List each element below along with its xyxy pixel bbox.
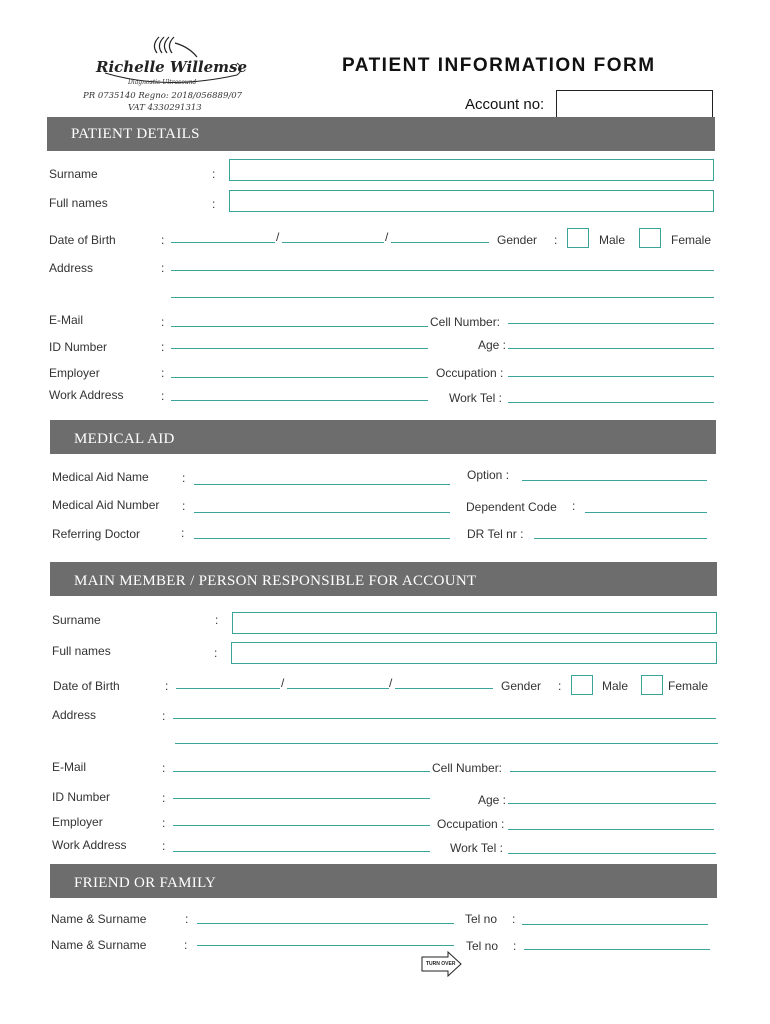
- patient-email-line[interactable]: [171, 326, 428, 327]
- friend-1-tel-label: Tel no: [465, 912, 498, 926]
- turn-over-label: TURN OVER: [426, 961, 456, 967]
- colon: :: [161, 366, 165, 380]
- member-dob-year-line[interactable]: [395, 688, 493, 689]
- colon: :: [161, 233, 165, 247]
- member-id-line[interactable]: [173, 798, 430, 799]
- patient-address-line-2[interactable]: [171, 297, 714, 298]
- colon: :: [554, 233, 558, 247]
- colon: :: [162, 761, 166, 775]
- date-slash: /: [276, 230, 280, 244]
- dependent-code-line[interactable]: [585, 512, 707, 513]
- dr-tel-line[interactable]: [534, 538, 707, 539]
- colon: :: [161, 340, 165, 354]
- date-slash: /: [389, 676, 393, 690]
- member-work-address-line[interactable]: [173, 851, 430, 852]
- patient-full-names-field[interactable]: [229, 190, 714, 212]
- medical-aid-number-line[interactable]: [194, 512, 450, 513]
- member-gender-label: Gender: [501, 679, 542, 693]
- colon: :: [162, 839, 166, 853]
- patient-dob-month-line[interactable]: [282, 242, 384, 243]
- patient-age-line[interactable]: [508, 348, 714, 349]
- member-surname-label: Surname: [52, 613, 101, 627]
- patient-work-tel-label: Work Tel :: [449, 391, 502, 405]
- vat-number: VAT 4330291313: [128, 103, 202, 113]
- colon: :: [161, 315, 165, 329]
- patient-id-line[interactable]: [171, 348, 428, 349]
- member-work-tel-label: Work Tel :: [450, 841, 503, 855]
- colon: :: [212, 197, 216, 211]
- section-patient-details: PATIENT DETAILS: [47, 117, 715, 151]
- friend-1-name-label: Name & Surname: [51, 912, 147, 926]
- member-dob-label: Date of Birth: [53, 679, 120, 693]
- member-dob-day-line[interactable]: [176, 688, 280, 689]
- patient-dob-label: Date of Birth: [49, 233, 116, 247]
- member-cell-line[interactable]: [510, 771, 716, 772]
- section-medical-aid: MEDICAL AID: [50, 420, 716, 454]
- colon: :: [182, 499, 186, 513]
- patient-surname-field[interactable]: [229, 159, 714, 181]
- colon: :: [214, 646, 218, 660]
- section-main-member: MAIN MEMBER / PERSON RESPONSIBLE FOR ACCOUNT: [50, 562, 717, 596]
- colon: :: [215, 613, 219, 627]
- patient-female-checkbox[interactable]: [639, 228, 661, 248]
- member-dob-month-line[interactable]: [287, 688, 389, 689]
- member-work-address-label: Work Address: [52, 838, 127, 852]
- member-surname-field[interactable]: [232, 612, 717, 634]
- friend-2-name-line[interactable]: [197, 945, 454, 946]
- medical-aid-name-label: Medical Aid Name: [52, 470, 149, 484]
- colon: :: [161, 389, 165, 403]
- colon: :: [182, 471, 186, 485]
- member-full-names-field[interactable]: [231, 642, 717, 664]
- colon: :: [558, 679, 562, 693]
- patient-male-label: Male: [599, 233, 626, 247]
- member-cell-label: Cell Number:: [432, 761, 503, 775]
- logo-tagline: Diagnostic Ultrasound: [128, 79, 197, 86]
- member-address-line-2[interactable]: [175, 743, 718, 744]
- friend-2-tel-line[interactable]: [524, 949, 710, 950]
- colon: :: [181, 526, 185, 540]
- account-label: Account no:: [465, 96, 545, 113]
- member-female-checkbox[interactable]: [641, 675, 663, 695]
- member-id-label: ID Number: [52, 790, 111, 804]
- patient-work-tel-line[interactable]: [508, 402, 714, 403]
- colon: :: [162, 816, 166, 830]
- colon: :: [162, 709, 166, 723]
- option-line[interactable]: [522, 480, 707, 481]
- member-female-label: Female: [668, 679, 709, 693]
- account-number-field[interactable]: [556, 90, 713, 118]
- section-friend-family: FRIEND OR FAMILY: [50, 864, 717, 898]
- member-employer-label: Employer: [52, 815, 103, 829]
- patient-address-label: Address: [49, 261, 94, 275]
- member-age-label: Age :: [478, 793, 507, 807]
- patient-surname-label: Surname: [49, 167, 98, 181]
- registration-number: PR 0735140 Regno: 2018/056889/07: [83, 91, 243, 101]
- patient-gender-label: Gender: [497, 233, 538, 247]
- patient-cell-line[interactable]: [508, 323, 714, 324]
- medical-aid-name-line[interactable]: [194, 484, 450, 485]
- colon: :: [572, 499, 576, 513]
- colon: :: [212, 167, 216, 181]
- patient-dob-day-line[interactable]: [171, 242, 275, 243]
- patient-employer-line[interactable]: [171, 377, 428, 378]
- friend-2-name-label: Name & Surname: [51, 938, 147, 952]
- colon: :: [184, 938, 188, 952]
- patient-female-label: Female: [671, 233, 712, 247]
- patient-occupation-line[interactable]: [508, 376, 714, 377]
- referring-doctor-label: Referring Doctor: [52, 527, 141, 541]
- member-email-label: E-Mail: [52, 760, 87, 774]
- date-slash: /: [385, 230, 389, 244]
- logo-name: Richelle Willemse: [96, 58, 247, 76]
- member-occupation-line[interactable]: [508, 829, 714, 830]
- patient-employer-label: Employer: [49, 366, 100, 380]
- member-email-line[interactable]: [173, 771, 430, 772]
- member-address-line-1[interactable]: [173, 718, 716, 719]
- colon: :: [162, 791, 166, 805]
- form-title: PATIENT INFORMATION FORM: [342, 55, 656, 76]
- friend-2-tel-label: Tel no: [466, 939, 499, 953]
- patient-work-address-label: Work Address: [49, 388, 124, 402]
- member-male-checkbox[interactable]: [571, 675, 593, 695]
- member-address-label: Address: [52, 708, 97, 722]
- patient-work-address-line[interactable]: [171, 400, 428, 401]
- member-full-names-label: Full names: [52, 644, 111, 658]
- patient-occupation-label: Occupation :: [436, 366, 504, 380]
- referring-doctor-line[interactable]: [194, 538, 450, 539]
- medical-aid-number-label: Medical Aid Number: [52, 498, 160, 512]
- patient-male-checkbox[interactable]: [567, 228, 589, 248]
- patient-address-line-1[interactable]: [171, 270, 714, 271]
- patient-id-label: ID Number: [49, 340, 108, 354]
- member-occupation-label: Occupation :: [437, 817, 505, 831]
- friend-1-name-line[interactable]: [197, 923, 454, 924]
- patient-dob-year-line[interactable]: [391, 242, 489, 243]
- member-employer-line[interactable]: [173, 825, 430, 826]
- patient-cell-label: Cell Number:: [430, 315, 501, 329]
- colon: :: [512, 912, 516, 926]
- dr-tel-label: DR Tel nr :: [467, 527, 524, 541]
- dependent-code-label: Dependent Code: [466, 500, 557, 514]
- patient-email-label: E-Mail: [49, 313, 84, 327]
- member-male-label: Male: [602, 679, 629, 693]
- colon: :: [185, 912, 189, 926]
- friend-1-tel-line[interactable]: [522, 924, 708, 925]
- patient-age-label: Age :: [478, 338, 507, 352]
- patient-full-names-label: Full names: [49, 196, 108, 210]
- date-slash: /: [281, 676, 285, 690]
- colon: :: [161, 261, 165, 275]
- option-label: Option :: [467, 468, 510, 482]
- colon: :: [165, 679, 169, 693]
- colon: :: [513, 939, 517, 953]
- member-work-tel-line[interactable]: [508, 853, 716, 854]
- member-age-line[interactable]: [508, 803, 716, 804]
